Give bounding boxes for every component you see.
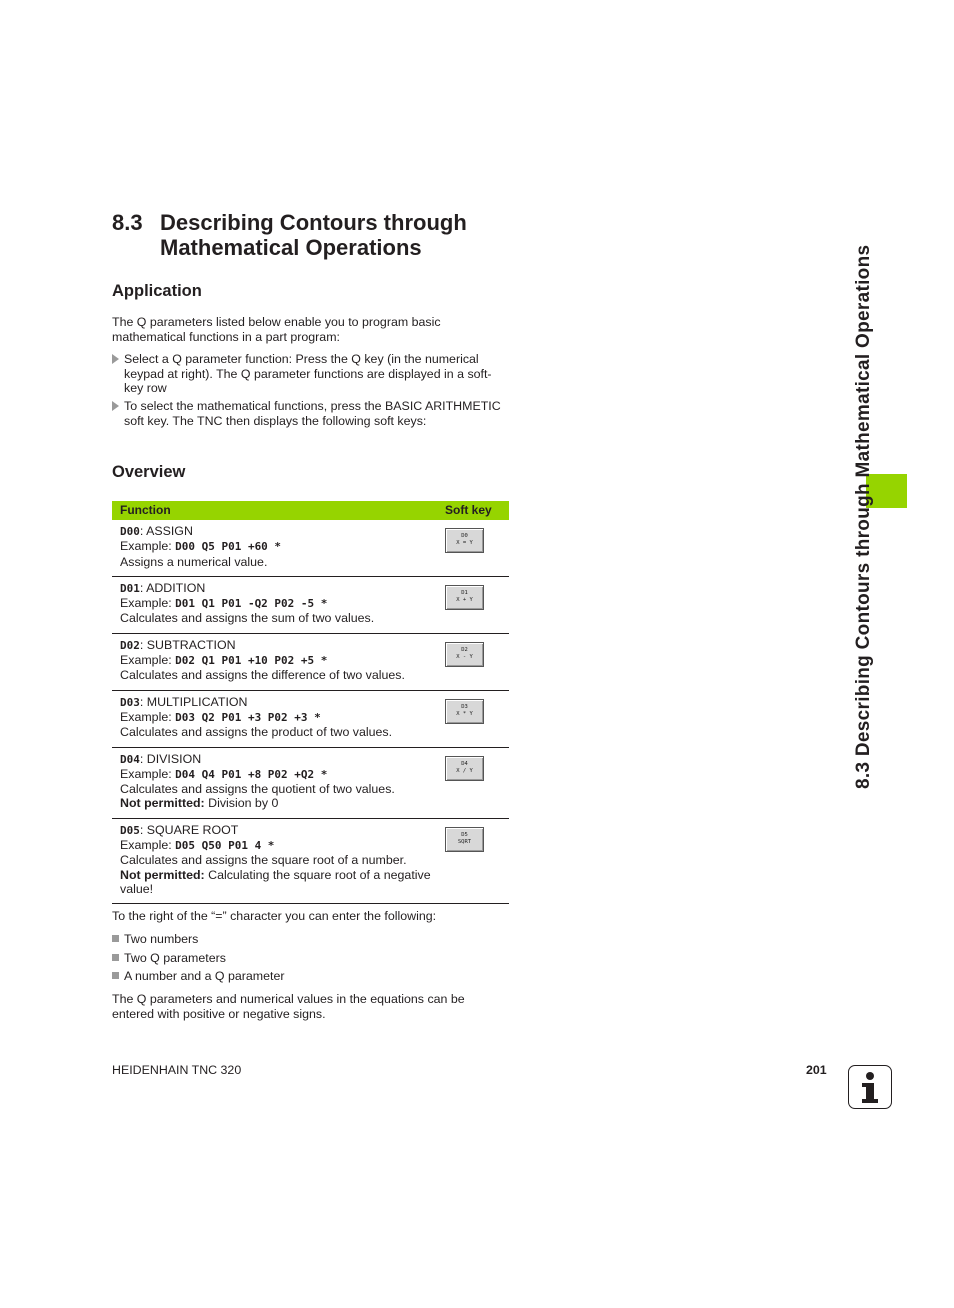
title-line-2: Mathematical Operations — [160, 235, 422, 260]
example-label: Example: — [120, 766, 176, 781]
example-code: D00 Q5 P01 +60 * — [175, 540, 282, 554]
table-row — [112, 747, 509, 818]
function-cell — [112, 576, 445, 633]
info-icon — [848, 1065, 892, 1109]
softkey-button[interactable] — [445, 585, 484, 610]
function-description: Calculates and assigns the quotient of two values. — [120, 782, 395, 797]
function-cell — [112, 818, 445, 903]
softkey-cell — [445, 520, 509, 576]
softkey-cell — [445, 747, 509, 818]
softkey-bottom-label: X * Y — [456, 710, 473, 717]
softkey-cell — [445, 690, 509, 747]
softkey-button[interactable] — [445, 642, 484, 667]
function-description: Assigns a numerical value. — [120, 554, 268, 569]
function-cell — [112, 747, 445, 818]
arrow-icon — [112, 401, 119, 411]
example-label: Example: — [120, 709, 176, 724]
softkey-top-label: D0 — [461, 533, 468, 539]
closing-paragraph: The Q parameters and numerical values in the equations can be entered with positive or negative signs. — [112, 992, 465, 1021]
softkey-top-label: D5 — [461, 831, 468, 838]
example-code: D05 Q50 P01 4 * — [175, 839, 275, 853]
function-cell — [112, 520, 445, 576]
note-label: Not permitted: — [120, 867, 205, 882]
softkey-bottom-label: X + Y — [456, 596, 473, 603]
function-cell — [112, 690, 445, 747]
table-row — [112, 690, 509, 747]
square-bullet-icon — [112, 935, 119, 942]
function-code: D01 — [120, 581, 140, 595]
page-title — [112, 210, 467, 260]
example-label: Example: — [120, 838, 176, 853]
function-note — [120, 796, 445, 810]
example-code: D02 Q1 P01 +10 P02 +5 * — [175, 654, 328, 668]
softkey-top-label: D3 — [461, 703, 468, 710]
step-text: To select the mathematical functions, press the BASIC ARITHMETIC soft key. The TNC then displays the following soft keys: — [124, 399, 501, 428]
title-line-1: Describing Contours through — [160, 210, 467, 235]
table-row — [112, 818, 509, 903]
table-row — [112, 633, 509, 690]
softkey-bottom-label: X - Y — [456, 653, 473, 660]
function-description: Calculates and assigns the sum of two values. — [120, 611, 375, 626]
running-title-text: 8.3 Describing Contours through Mathematical Operations — [853, 244, 874, 789]
column-header-softkey: Soft key — [445, 501, 509, 520]
section-number: 8.3 — [112, 210, 143, 235]
function-name: : SQUARE ROOT — [139, 822, 239, 837]
function-code: D03 — [120, 695, 140, 709]
table-row — [112, 576, 509, 633]
function-name: : MULTIPLICATION — [139, 694, 248, 709]
example-label: Example: — [120, 539, 176, 554]
step-item — [112, 352, 507, 396]
note-text: Calculating the square root of a negative value! — [120, 867, 431, 896]
functions-table — [112, 501, 509, 904]
step-item — [112, 399, 507, 428]
function-code: D05 — [120, 823, 140, 837]
function-code: D04 — [120, 752, 140, 766]
softkey-button[interactable] — [445, 756, 484, 781]
function-description: Calculates and assigns the square root of a number. — [120, 853, 407, 868]
list-item — [112, 969, 284, 984]
softkey-button[interactable] — [445, 827, 484, 852]
list-item-text: Two numbers — [124, 932, 199, 946]
softkey-bottom-label: X / Y — [456, 767, 473, 774]
list-item-text: A number and a Q parameter — [124, 969, 285, 983]
application-heading: Application — [112, 282, 202, 300]
table-row — [112, 520, 509, 576]
softkey-button[interactable] — [445, 699, 484, 724]
after-table-intro: To the right of the “=” character you can enter the following: — [112, 909, 437, 923]
list-item — [112, 951, 226, 966]
function-name: : ASSIGN — [139, 524, 193, 538]
function-note — [120, 868, 445, 897]
softkey-bottom-label: X = Y — [456, 540, 473, 546]
function-name: : DIVISION — [139, 751, 202, 766]
application-intro: The Q parameters listed below enable you to program basic mathematical functions in a part program: — [112, 315, 441, 344]
function-description: Calculates and assigns the difference of two values. — [120, 668, 405, 683]
note-text: Division by 0 — [204, 796, 279, 811]
footer-product: HEIDENHAIN TNC 320 — [112, 1063, 242, 1077]
softkey-cell — [445, 818, 509, 903]
function-description: Calculates and assigns the product of two values. — [120, 725, 393, 740]
overview-heading: Overview — [112, 463, 186, 481]
function-code: D00 — [120, 525, 140, 538]
note-label: Not permitted: — [120, 796, 205, 811]
example-code: D01 Q1 P01 -Q2 P02 -5 * — [175, 597, 328, 611]
function-code: D02 — [120, 638, 140, 652]
softkey-cell — [445, 633, 509, 690]
example-label: Example: — [120, 653, 176, 668]
arrow-icon — [112, 354, 119, 364]
example-code: D04 Q4 P01 +8 P02 +Q2 * — [175, 767, 328, 781]
softkey-button[interactable] — [445, 528, 484, 553]
square-bullet-icon — [112, 954, 119, 961]
step-text: Select a Q parameter function: Press the Q key (in the numerical keypad at right). The Q parameter functions are displayed in a soft-key row — [124, 352, 492, 396]
softkey-top-label: D2 — [461, 646, 468, 653]
function-cell — [112, 633, 445, 690]
softkey-top-label: D4 — [461, 760, 468, 767]
list-item-text: Two Q parameters — [124, 951, 226, 965]
example-label: Example: — [120, 596, 176, 611]
square-bullet-icon — [112, 972, 119, 979]
softkey-cell — [445, 576, 509, 633]
example-code: D03 Q2 P01 +3 P02 +3 * — [175, 710, 321, 724]
running-title — [853, 244, 883, 789]
function-name: : ADDITION — [139, 580, 206, 595]
page-number: 201 — [806, 1063, 827, 1077]
table-header-row — [112, 501, 509, 520]
softkey-top-label: D1 — [461, 589, 468, 596]
softkey-bottom-label: SQRT — [457, 838, 472, 845]
column-header-function: Function — [112, 501, 445, 520]
list-item — [112, 932, 198, 947]
function-name: : SUBTRACTION — [139, 637, 236, 652]
